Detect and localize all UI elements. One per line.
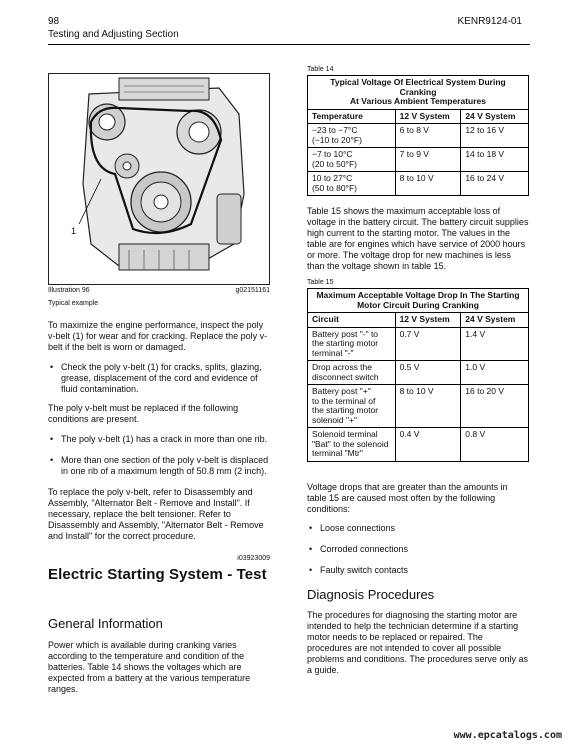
- paragraph-table15-intro: Table 15 shows the maximum acceptable loss of voltage in the battery circuit. The battery circuit supplies high current to the starting motor. The values in the table are for engines which have service of 2000 hours or more. The voltage drop for new machines is less than the voltage shown in table 15.: [307, 206, 529, 271]
- paragraph-voltage-drops: Voltage drops that are greater than the amounts in table 15 are caused most often by the following conditions:: [307, 482, 508, 514]
- table-cell: 10 to 27°C (50 to 80°F): [308, 172, 396, 196]
- table-cell: 1.0 V: [461, 361, 529, 385]
- table-row: [308, 148, 529, 172]
- illustration-caption-row: [48, 287, 270, 294]
- document-id: KENR9124-01: [457, 16, 522, 27]
- table-cell: 8 to 10 V: [395, 172, 461, 196]
- table14-header-row: [308, 109, 529, 124]
- table15-col-header: 12 V System: [395, 313, 461, 328]
- header-rule: [48, 44, 530, 45]
- table-row: [308, 428, 529, 462]
- table-row: [308, 124, 529, 148]
- table14-title-row: [308, 76, 529, 110]
- bullet-faulty-switch: • Faulty switch contacts: [309, 565, 529, 576]
- section-title: Testing and Adjusting Section: [48, 29, 179, 40]
- table-cell: 0.5 V: [395, 361, 461, 385]
- table-row: [308, 327, 529, 361]
- table-row: [308, 361, 529, 385]
- bullet-displaced: • More than one section of the poly v-belt is displaced in one rib of a maximum length of 50.8 mm (2 inch).: [50, 455, 270, 477]
- table15-col-header: 24 V System: [461, 313, 529, 328]
- paragraph-inspect-belt: To maximize the engine performance, inspect the poly v-belt (1) for wear and for cracking. Replace the poly v-belt if the belt is worn or damaged.: [48, 320, 268, 352]
- bullet-check-belt: • Check the poly v-belt (1) for cracks, splits, glazing, grease, displacement of the cord and evidence of fluid contamination.: [50, 362, 270, 395]
- table15-header-row: [308, 313, 529, 328]
- engine-illustration: [48, 73, 270, 285]
- paragraph-replace-procedure: To replace the poly v-belt, refer to Disassembly and Assembly, "Alternator Belt - Remove and Install". If necessary, replace the belt tensioner. Refer to Disassembly and Assembly, "Alternator Belt - Remove and Install" for the correct procedure.: [48, 487, 264, 541]
- table-cell: 0.7 V: [395, 327, 461, 361]
- illustration-subcaption: Typical example: [48, 300, 99, 307]
- table15-title: Maximum Acceptable Voltage Drop In The Starting Motor Circuit During Cranking: [308, 289, 529, 313]
- heading-electric-starting: Electric Starting System - Test: [48, 566, 267, 583]
- table-cell: 7 to 9 V: [395, 148, 461, 172]
- table14-col-header: 24 V System: [461, 109, 529, 124]
- table14-col-header: Temperature: [308, 109, 396, 124]
- table14-col-header: 12 V System: [395, 109, 461, 124]
- paragraph-replace-conditions: The poly v-belt must be replaced if the following conditions are present.: [48, 403, 239, 424]
- subheading-diagnosis: Diagnosis Procedures: [307, 587, 435, 602]
- table-cell: 1.4 V: [461, 327, 529, 361]
- bullet-crack: • The poly v-belt (1) has a crack in more than one rib.: [50, 434, 270, 445]
- callout-label: 1: [71, 226, 77, 236]
- engine-drawing: [49, 74, 270, 285]
- table-row: [308, 385, 529, 428]
- table-cell: Drop across the disconnect switch: [308, 361, 396, 385]
- table-cell: 0.4 V: [395, 428, 461, 462]
- table-cell: 16 to 20 V: [461, 385, 529, 428]
- table14: [307, 75, 529, 196]
- table-cell: Solenoid terminal "Bat" to the solenoid terminal "Mtr": [308, 428, 396, 462]
- table-cell: 14 to 18 V: [461, 148, 529, 172]
- table15-label: Table 15: [307, 279, 334, 286]
- illustration-caption: Illustration 96: [48, 287, 90, 294]
- watermark-url: www.epcatalogs.com: [453, 730, 562, 741]
- section-code: i03923009: [237, 555, 270, 562]
- bullet-corroded-connections: • Corroded connections: [309, 544, 529, 555]
- table-cell: Battery post "-" to the starting motor terminal "-": [308, 327, 396, 361]
- paragraph-general-info: Power which is available during cranking varies according to the temperature and condition of the batteries. Table 14 shows the voltages which are expected from a battery at the various temperature ranges.: [48, 640, 251, 694]
- subheading-general-info: General Information: [48, 616, 163, 631]
- table14-title: Typical Voltage Of Electrical System During Cranking At Various Ambient Temperatures: [308, 76, 529, 110]
- table-cell: 16 to 24 V: [461, 172, 529, 196]
- table15-title-row: [308, 289, 529, 313]
- table-cell: Battery post "+" to the terminal of the starting motor solenoid "+": [308, 385, 396, 428]
- table15: [307, 288, 529, 462]
- page-number: 98: [48, 16, 60, 27]
- table-cell: 12 to 16 V: [461, 124, 529, 148]
- table-cell: 8 to 10 V: [395, 385, 461, 428]
- illustration-code: g02151161: [235, 287, 270, 294]
- table-cell: −23 to −7°C (−10 to 20°F): [308, 124, 396, 148]
- table14-label: Table 14: [307, 66, 334, 73]
- table15-col-header: Circuit: [308, 313, 396, 328]
- table-cell: 6 to 8 V: [395, 124, 461, 148]
- table-cell: −7 to 10°C (20 to 50°F): [308, 148, 396, 172]
- bullet-loose-connections: • Loose connections: [309, 523, 529, 534]
- table-cell: 0.8 V: [461, 428, 529, 462]
- table-row: [308, 172, 529, 196]
- paragraph-diagnosis: The procedures for diagnosing the starting motor are intended to help the technician determine if a starting motor needs to be replaced or repaired. The procedures are not intended to cover all possible problems and conditions. The procedures serve only as a guide.: [307, 610, 528, 675]
